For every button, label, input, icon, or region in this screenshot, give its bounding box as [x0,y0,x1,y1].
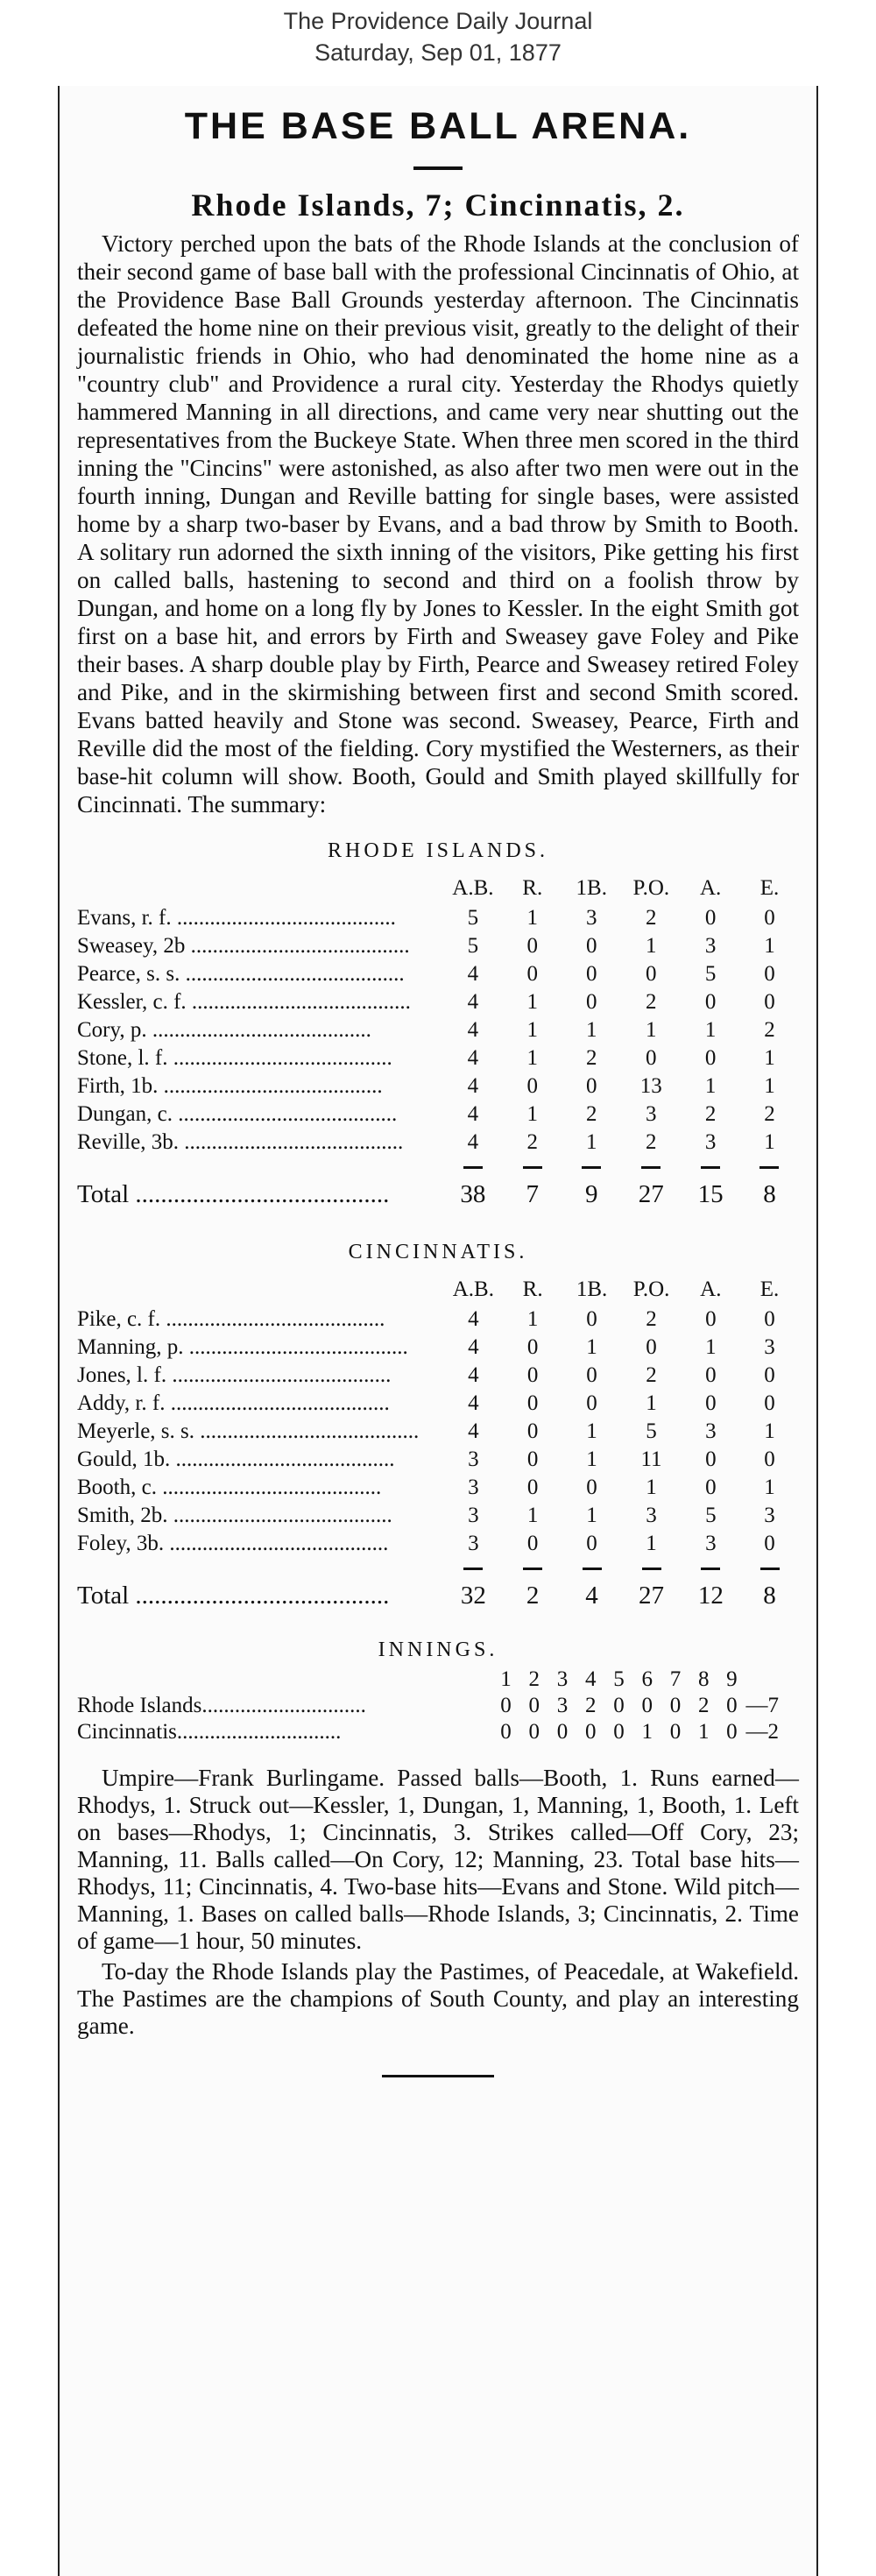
column-header: 1B. [576,876,607,900]
total-rule-row [77,1558,799,1570]
player-name: Manning, p. ........................................ [77,1335,408,1359]
player-stat: 0 [526,1476,539,1499]
total-rule-mark [641,1166,661,1169]
player-row [77,1044,799,1072]
total-value: 38 [460,1180,486,1208]
column-header: R. [522,1277,543,1301]
player-stat: 1 [704,1074,717,1098]
player-stat: 0 [526,1391,539,1415]
player-row [77,1362,799,1390]
inning-number: 8 [697,1667,710,1691]
total-rule [621,1558,681,1570]
player-name: Kessler, c. f. ........................................ [77,990,411,1014]
player-row [77,1474,799,1502]
inning-score: 1 [641,1720,653,1744]
inning-team-name: Cincinnatis.............................. [77,1720,342,1744]
player-stat: 0 [586,1476,597,1499]
player-stat: 0 [705,1391,717,1415]
total-rule-mark [463,1568,483,1570]
total-rule [504,1558,562,1570]
player-stat: 0 [586,1307,597,1331]
player-stat: 4 [468,1419,479,1443]
inning-score-row [77,1719,799,1745]
inning-number: 3 [556,1667,569,1691]
newspaper-clipping [58,86,818,2576]
player-stat: 0 [764,990,775,1014]
player-stat: 2 [764,1018,775,1042]
player-stat: 0 [526,962,538,986]
player-stat: 1 [646,1476,657,1499]
column-header: A.B. [452,1277,494,1301]
player-row [77,960,799,988]
player-stat: 0 [646,1046,657,1070]
inning-score: 3 [556,1694,569,1717]
player-stat: 3 [705,1532,717,1555]
player-stat: 1 [526,1046,538,1070]
player-stat: 3 [468,1447,479,1471]
total-value: 27 [638,1180,664,1208]
player-stat: 1 [526,1504,539,1527]
player-stat: 0 [704,906,717,930]
player-stat: 1 [585,1018,597,1042]
player-stat: 5 [705,1504,717,1527]
game-summary: Umpire—Frank Burlingame. Passed balls—Booth, 1. Runs earned—Rhodys, 1. Struck out—Kessler, 1, Dungan, 1, Manning, 1, Booth, 1. Left on bases—Rhodys, 1; Cincinnatis, 3. Strikes called—Off Cory, 23; Manning, 11. Balls called—On Cory, 12; Manning, 23. Total base hits—Rhodys, 11; Cincinnatis, 4. Two-base hits—Evans and Stone. Wild pitch—Manning, 1. Bases on called balls—Rhode Islands, 3; Cincinnatis, 2. Time of game—1 hour, 50 minutes. [77,1765,799,1954]
total-rule [681,1157,739,1169]
player-name: Stone, l. f. ........................................ [77,1046,392,1070]
total-rule-mark [642,1568,661,1570]
total-value: 8 [763,1180,776,1208]
inning-score: 0 [613,1720,625,1744]
player-row [77,1418,799,1446]
player-stat: 3 [764,1335,775,1359]
total-rule [562,1157,621,1169]
player-stat: 0 [704,990,717,1014]
column-header: A. [700,876,722,900]
player-stat: 0 [764,1363,775,1387]
player-stat: 5 [646,1419,657,1443]
player-stat: 0 [764,962,775,986]
player-name: Dungan, c. ........................................ [77,1102,398,1126]
player-stat: 1 [646,1532,657,1555]
player-stat: 1 [585,1130,597,1154]
total-rule [443,1157,504,1169]
player-stat: 1 [646,1018,657,1042]
column-header-blank [77,1274,443,1306]
column-header-row [77,1274,799,1306]
inning-score: 1 [697,1720,710,1744]
article-subhead: Rhode Islands, 7; Cincinnatis, 2. [191,188,685,223]
innings-table [77,1667,799,1745]
article-title: THE BASE BALL ARENA. [184,105,692,147]
player-stat: 2 [646,1307,657,1331]
player-stat: 1 [764,1074,775,1098]
player-stat: 3 [764,1504,775,1527]
inning-score: 0 [641,1694,653,1717]
player-stat: 4 [467,1074,479,1098]
total-value: 27 [639,1582,665,1610]
player-stat: 1 [526,1102,538,1126]
total-rule-mark [463,1166,483,1169]
rhode-islands-heading: RHODE ISLANDS. [327,839,548,862]
article-body: Victory perched upon the bats of the Rhode Islands at the conclusion of their second game of base ball with the professional Cincinnatis of Ohio, at the Providence Base Ball Grounds yesterday afternoon. The Cincinnatis defeated the home nine on their previous visit, greatly to the delight of their journalistic friends in Ohio, who had denominated the home nine as a "country club" and Providence a rural city. Yesterday the Rhodys quietly hammered Manning in all directions, and came very near shutting out the representatives from the Buckeye State. When three men scored in the third inning the "Cincins" were astonished, as also after two men were out in the fourth inning, Dungan and Reville batting for single bases, were assisted home by a sharp two-baser by Evans, and a bad throw by Smith to Booth. A solitary run adorned the sixth inning of the visitors, Pike getting his first on called balls, hastening to second and third on a foolish throw by Dungan, and home on a long fly by Jones to Kessler. In the eight Smith got first on a base hit, and errors by Firth and Sweasey gave Foley and Pike their bases. A sharp double play by Firth, Pearce and Sweasey retired Foley and Pike, and in the skirmishing between first and second Smith scored. Evans batted heavily and Stone was second. Sweasey, Pearce, Firth and Reville did the most of the fielding. Cory mystified the Westerners, as their base-hit column will show. Booth, Gould and Smith played skillfully for Cincinnati. The summary: [77,230,799,817]
player-stat: 0 [646,1335,657,1359]
total-rule-mark [523,1568,542,1570]
player-stat: 0 [526,1532,539,1555]
publication-date: Saturday, Sep 01, 1877 [314,39,562,66]
total-rule [562,1558,622,1570]
inning-team-name: Rhode Islands.............................. [77,1694,366,1717]
cincinnatis-box-score [77,1274,799,1621]
player-name: Pike, c. f. ........................................ [77,1307,385,1331]
player-stat: 2 [526,1130,538,1154]
inning-score: 0 [500,1720,512,1744]
player-stat: 11 [640,1447,662,1471]
inning-score: 0 [726,1720,738,1744]
player-stat: 2 [646,906,657,930]
player-stat: 2 [764,1102,775,1126]
inning-number: 6 [641,1667,653,1691]
player-row [77,1390,799,1418]
total-label: Total ........................................ [77,1180,390,1208]
inning-number: 9 [726,1667,738,1691]
column-header: A.B. [452,876,494,900]
inning-number: 7 [669,1667,682,1691]
player-stat: 4 [468,1391,479,1415]
total-rule-mark [760,1568,780,1570]
player-stat: 0 [764,906,775,930]
player-stat: 0 [704,1046,717,1070]
player-stat: 1 [586,1335,597,1359]
player-stat: 0 [526,1363,539,1387]
player-stat: 3 [646,1504,657,1527]
player-name: Gould, 1b. ........................................ [77,1447,395,1471]
player-stat: 1 [764,934,775,958]
total-rule [682,1558,740,1570]
player-stat: 1 [646,1391,657,1415]
player-stat: 3 [646,1102,657,1126]
column-header-blank [77,873,443,904]
end-divider [382,2075,494,2077]
inning-score: 0 [500,1694,512,1717]
player-name: Pearce, s. s. ........................................ [77,962,405,986]
player-stat: 13 [639,1074,662,1098]
total-rule-mark [701,1166,720,1169]
total-value: 9 [584,1180,598,1208]
inning-number-row [77,1667,799,1693]
player-stat: 0 [586,1391,597,1415]
inning-score: 0 [726,1694,738,1717]
player-row [77,1502,799,1530]
player-row [77,1016,799,1044]
player-row [77,1334,799,1362]
player-stat: 1 [764,1419,775,1443]
total-rule-mark [583,1568,602,1570]
inning-score: 0 [528,1720,540,1744]
column-header: 1B. [576,1277,608,1301]
player-row [77,932,799,960]
player-row [77,1446,799,1474]
total-rule [740,1157,799,1169]
column-header: E. [759,1277,780,1301]
inning-header-blank [77,1667,491,1693]
inning-number: 1 [500,1667,512,1691]
player-stat: 0 [705,1447,717,1471]
player-stat: 4 [468,1335,479,1359]
player-stat: 1 [704,1018,717,1042]
player-stat: 4 [467,1130,479,1154]
player-stat: 0 [705,1307,717,1331]
player-stat: 3 [704,1130,717,1154]
player-stat: 0 [586,1363,597,1387]
player-name: Booth, c. ........................................ [77,1476,382,1499]
rhode-islands-box-score [77,873,799,1220]
total-rule [621,1157,681,1169]
total-rule [740,1558,799,1570]
total-rule [503,1157,562,1169]
player-stat: 0 [526,1074,538,1098]
player-stat: 5 [704,962,717,986]
player-row [77,1072,799,1100]
innings-heading: INNINGS. [378,1638,498,1661]
player-stat: 0 [764,1391,775,1415]
player-stat: 0 [526,1335,539,1359]
player-name: Meyerle, s. s. ........................................ [77,1419,420,1443]
player-name: Foley, 3b. ........................................ [77,1532,389,1555]
player-stat: 4 [467,1018,479,1042]
total-rule [443,1558,504,1570]
player-stat: 2 [704,1102,717,1126]
player-stat: 2 [646,1363,657,1387]
player-row [77,1306,799,1334]
player-stat: 2 [585,1046,597,1070]
player-name: Jones, l. f. ........................................ [77,1363,392,1387]
player-name: Firth, 1b. ........................................ [77,1074,383,1098]
player-stat: 0 [526,934,538,958]
player-name: Reville, 3b. ........................................ [77,1130,404,1154]
player-stat: 3 [704,934,717,958]
player-stat: 1 [764,1130,775,1154]
inning-score: 2 [585,1694,597,1717]
player-name: Sweasey, 2b ........................................ [77,934,410,958]
player-row [77,904,799,932]
player-stat: 0 [764,1532,775,1555]
cincinnatis-heading: CINCINNATIS. [348,1241,528,1263]
inning-number: 5 [613,1667,625,1691]
player-row [77,1129,799,1157]
player-name: Addy, r. f. ........................................ [77,1391,390,1415]
player-stat: 4 [467,1102,479,1126]
player-stat: 1 [764,1046,775,1070]
total-value: 7 [526,1180,539,1208]
player-stat: 1 [646,934,657,958]
total-rule-row [77,1157,799,1169]
inning-total-blank [746,1667,799,1693]
inning-final-score: —2 [745,1720,780,1744]
player-stat: 4 [467,990,479,1014]
total-value: 2 [526,1582,540,1610]
player-stat: 0 [586,1532,597,1555]
total-value: 32 [460,1582,486,1610]
player-stat: 1 [586,1447,597,1471]
total-value: 12 [697,1582,724,1610]
player-name: Smith, 2b. ........................................ [77,1504,392,1527]
player-stat: 0 [705,1363,717,1387]
player-row [77,1100,799,1129]
player-row [77,1530,799,1558]
player-stat: 1 [764,1476,775,1499]
column-header: E. [759,876,780,900]
inning-final-score: —7 [745,1694,780,1717]
title-divider [413,166,463,170]
player-stat: 1 [586,1504,597,1527]
total-rule-mark [759,1166,779,1169]
player-stat: 5 [467,934,479,958]
inning-number: 4 [585,1667,597,1691]
player-stat: 3 [585,906,597,930]
inning-score: 0 [669,1694,682,1717]
player-stat: 3 [705,1419,717,1443]
player-stat: 1 [705,1335,717,1359]
player-name: Cory, p. ........................................ [77,1018,371,1042]
page-header [0,0,876,84]
player-stat: 0 [585,990,597,1014]
player-stat: 1 [526,1307,539,1331]
player-name: Evans, r. f. ........................................ [77,906,396,930]
total-rule-mark [582,1166,601,1169]
player-stat: 1 [526,1018,538,1042]
player-stat: 4 [468,1363,479,1387]
player-row [77,988,799,1016]
player-stat: 3 [468,1532,479,1555]
inning-score: 0 [528,1694,540,1717]
player-stat: 3 [468,1504,479,1527]
total-rule-mark [523,1166,542,1169]
total-row [77,1169,799,1220]
total-value: 4 [585,1582,598,1610]
total-label: Total ........................................ [77,1582,390,1610]
player-stat: 0 [585,1074,597,1098]
player-stat: 0 [705,1476,717,1499]
total-rule-blank [77,1558,443,1570]
inning-score: 0 [613,1694,625,1717]
column-header: P.O. [632,1277,670,1301]
inning-score: 2 [697,1694,710,1717]
player-stat: 5 [467,906,479,930]
total-rule-mark [701,1568,720,1570]
player-stat: 4 [467,962,479,986]
inning-score: 0 [585,1720,597,1744]
column-header: A. [700,1277,722,1301]
player-stat: 0 [585,934,597,958]
inning-score: 0 [669,1720,682,1744]
inning-score: 0 [556,1720,569,1744]
column-header-row [77,873,799,904]
closing-note: To-day the Rhode Islands play the Pastimes, of Peacedale, at Wakefield. The Pastimes are the champions of South County, and play an interesting game. [77,1958,799,2039]
total-row [77,1570,799,1621]
total-rule-blank [77,1157,443,1169]
player-stat: 4 [467,1046,479,1070]
player-stat: 0 [526,1447,539,1471]
player-stat: 0 [764,1447,775,1471]
player-stat: 1 [526,906,538,930]
column-header: P.O. [632,876,670,900]
player-stat: 4 [468,1307,479,1331]
total-value: 8 [763,1582,776,1610]
player-stat: 3 [468,1476,479,1499]
player-stat: 2 [646,990,657,1014]
player-stat: 0 [646,962,657,986]
player-stat: 1 [526,990,538,1014]
player-stat: 2 [585,1102,597,1126]
player-stat: 0 [764,1307,775,1331]
player-stat: 2 [646,1130,657,1154]
player-stat: 0 [526,1419,539,1443]
total-value: 15 [697,1180,724,1208]
inning-score-row [77,1693,799,1719]
inning-number: 2 [528,1667,540,1691]
newspaper-name: The Providence Daily Journal [283,8,593,34]
column-header: R. [522,876,543,900]
player-stat: 1 [586,1419,597,1443]
player-stat: 0 [585,962,597,986]
